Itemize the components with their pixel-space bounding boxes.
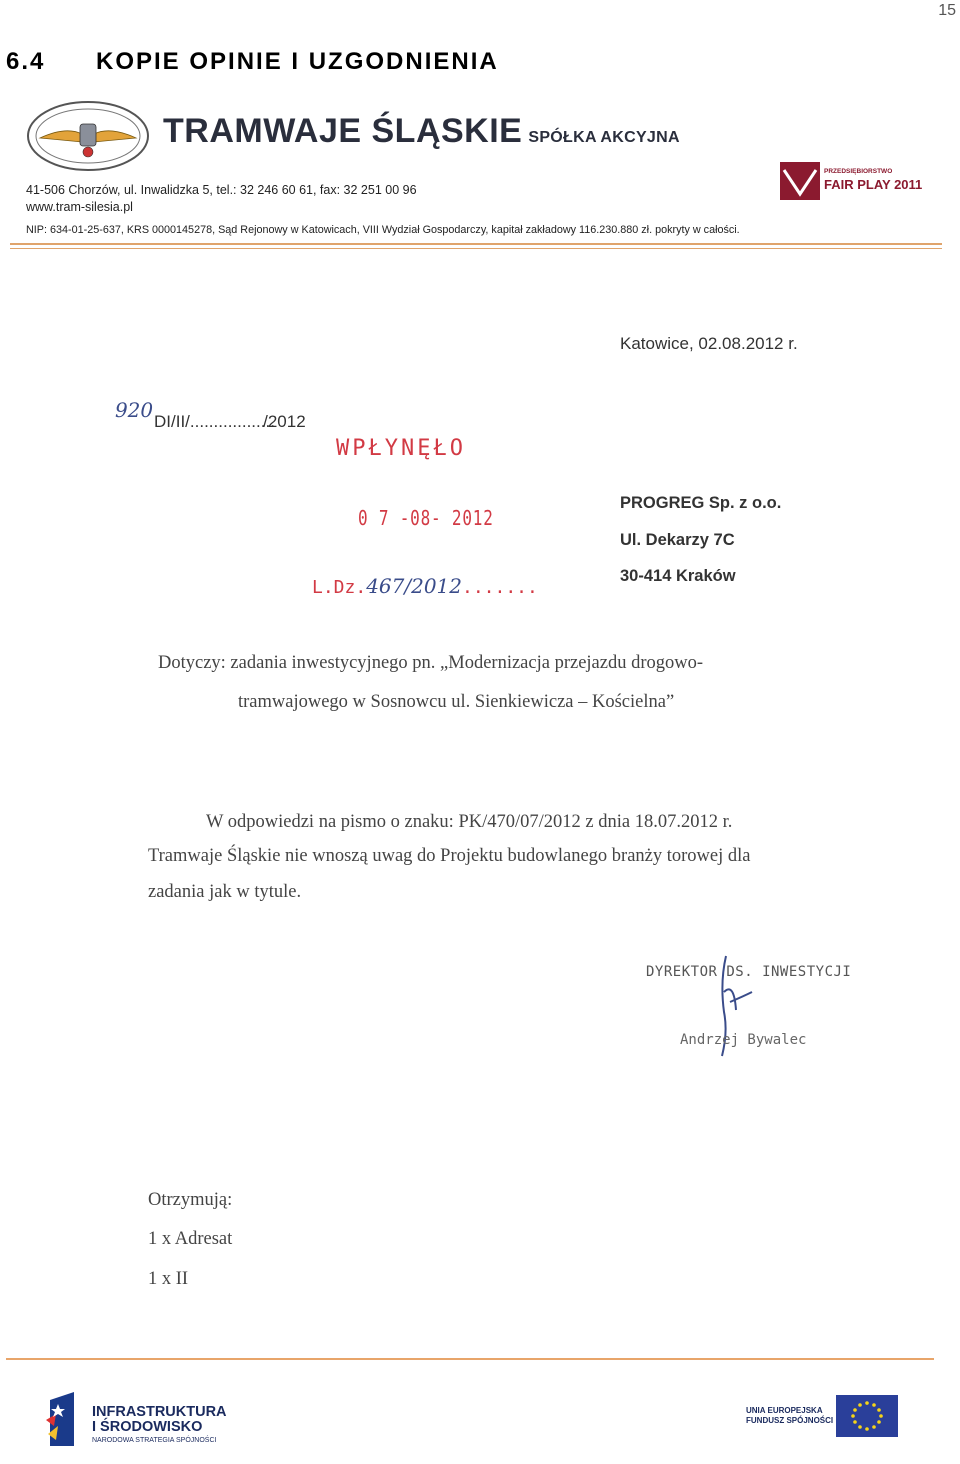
infra-line-1: INFRASTRUKTURA xyxy=(92,1404,227,1420)
body-line-2: Tramwaje Śląskie nie wnoszą uwag do Projektu budowlanego branży torowej dla xyxy=(148,846,751,866)
eu-flag-icon xyxy=(836,1395,898,1437)
body-line-3: zadania jak w tytule. xyxy=(148,882,302,902)
infra-line-3: NARODOWA STRATEGIA SPÓJNOŚCI xyxy=(92,1437,217,1444)
cc-item-2: 1 x II xyxy=(148,1269,189,1289)
place-date: Katowice, 02.08.2012 r. xyxy=(620,334,798,353)
subject-line-1: Dotyczy: zadania inwestycyjnego pn. „Modernizacja przejazdu drogowo- xyxy=(158,653,704,673)
ref-prefix: DI/II/ xyxy=(154,412,190,431)
stamp-title: WPŁYNĘŁO xyxy=(336,436,466,461)
company-name-text: TRAMWAJE ŚLĄSKIE xyxy=(163,112,523,150)
reference-number xyxy=(114,398,306,432)
infrastruktura-logo-icon xyxy=(44,1390,80,1448)
header-divider-thin xyxy=(10,248,942,249)
address-line: 41-506 Chorzów, ul. Inwalidzka 5, tel.: 32 246 60 61, fax: 32 251 00 96 xyxy=(26,183,417,197)
fair-play-small: PRZEDSIĘBIORSTWO xyxy=(824,168,893,175)
stamp-ldz-label: L.Dz. xyxy=(312,577,367,598)
ref-handwritten: 920 xyxy=(114,398,154,422)
infrastruktura-title xyxy=(92,1405,227,1435)
recipient-line-1: PROGREG Sp. z o.o. xyxy=(620,494,782,512)
stamp-ldz-dots: ....... xyxy=(462,577,538,598)
website: www.tram-silesia.pl xyxy=(26,200,133,214)
company-address xyxy=(26,182,417,216)
section-heading xyxy=(6,48,499,76)
eu-text xyxy=(746,1406,833,1426)
section-number: 6.4 xyxy=(6,48,46,75)
section-title: KOPIE OPINIE I UZGODNIENIA xyxy=(96,48,499,75)
infra-line-2: I ŚRODOWISKO xyxy=(92,1419,203,1435)
body-line-1: W odpowiedzi na pismo o znaku: PK/470/07/2012 z dnia 18.07.2012 r. xyxy=(206,812,733,832)
eu-line-2: FUNDUSZ SPÓJNOŚCI xyxy=(746,1416,834,1425)
page-number: 15 xyxy=(938,2,956,19)
recipient-line-2: Ul. Dekarzy 7C xyxy=(620,531,735,549)
header-divider xyxy=(10,243,942,245)
fair-play-award: FAIR PLAY 2011 xyxy=(824,177,923,192)
recipient-line-3: 30-414 Kraków xyxy=(620,567,736,585)
cc-item-1: 1 x Adresat xyxy=(148,1229,233,1249)
stamp-ldz xyxy=(312,574,538,598)
subject-line-2: tramwajowego w Sosnowcu ul. Sienkiewicza – Kościelna” xyxy=(238,692,675,712)
cc-label: Otrzymują: xyxy=(148,1190,233,1210)
company-form: SPÓŁKA AKCYJNA xyxy=(528,129,680,146)
signature-name: Andrzej Bywalec xyxy=(680,1032,807,1048)
company-name xyxy=(163,112,680,151)
fair-play-logo-icon xyxy=(780,162,820,200)
footer-divider xyxy=(6,1358,934,1360)
registry-info: NIP: 634-01-25-637, KRS 0000145278, Sąd Rejonowy w Katowicach, VIII Wydział Gospodarczy, kapitał zakładowy 116.230.880 zł. pokryty w całości. xyxy=(26,224,740,236)
company-logo-icon xyxy=(26,100,150,172)
stamp-ldz-handwritten: 467/2012 xyxy=(366,574,462,598)
ref-dots: .................. xyxy=(189,412,275,431)
ref-suffix: /2012 xyxy=(263,412,306,431)
signature-title: DYREKTOR DS. INWESTYCJI xyxy=(646,964,852,980)
stamp-date: 0 7 -08- 2012 xyxy=(358,506,494,530)
eu-line-1: UNIA EUROPEJSKA xyxy=(746,1406,823,1415)
